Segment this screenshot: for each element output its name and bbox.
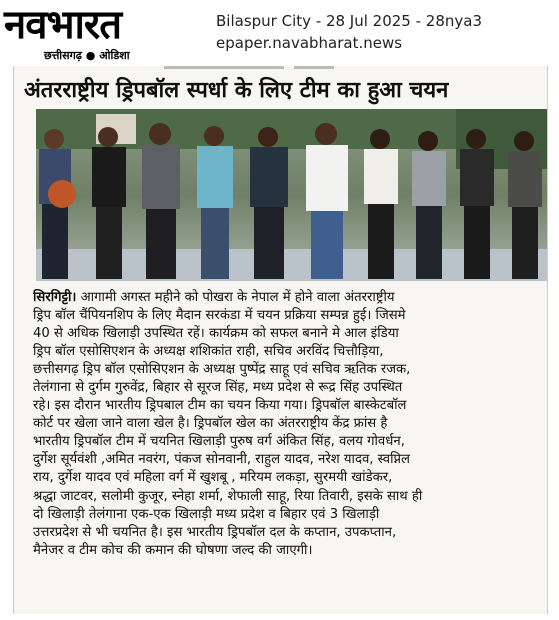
article-headline: अंतरराष्ट्रीय ड्रिपबॉल स्पर्धा के लिए टीम का हुआ चयन xyxy=(24,78,449,103)
edition-date: Bilaspur City - 28 Jul 2025 - 28nya3 xyxy=(216,12,482,30)
article-line-12: श्रद्धा जाटवर, सलोमी कुजूर, स्नेहा शर्मा, शेफाली साहू, रिया तिवारी, इसके साथ ही xyxy=(33,488,423,504)
article-line-5: छत्तीसगढ़ ड्रिप बॉल एसोसिएशन के अध्यक्ष पुष्पेंद्र साहू एवं सचिव ऋतिक रजक, xyxy=(33,362,411,378)
player-4 xyxy=(197,126,233,279)
masthead xyxy=(0,0,559,66)
player-7 xyxy=(364,129,398,279)
cropped-next-article xyxy=(14,606,547,614)
player-10 xyxy=(508,131,542,279)
article-body xyxy=(33,289,545,560)
player-8 xyxy=(412,131,446,279)
article-line-1: आगामी अगस्त महीने को पोखरा के नेपाल में होने वाला अंतरराष्ट्रीय xyxy=(76,290,395,305)
article-line-15: मैनेजर व टीम कोच की कमान की घोषणा जल्द की जाएगी। xyxy=(33,542,313,558)
player-9 xyxy=(460,129,494,279)
team-photo xyxy=(36,109,547,281)
logo-subtitle: छत्तीसगढ़ ● ओडिशा xyxy=(44,49,130,62)
article-line-11: राय, दुर्गेश यादव एवं महिला वर्ग में खुशबू , मरियम लकड़ा, सुरमयी खांडेकर, xyxy=(33,470,393,486)
newspaper-logo xyxy=(4,2,200,64)
player-5 xyxy=(250,127,288,279)
logo-title: नवभारत xyxy=(4,2,122,48)
article-dateline: सिरगिट्टी। xyxy=(33,290,77,305)
player-2 xyxy=(92,127,126,279)
article-line-10: दुर्गेश सूर्यवंशी ,अमित नवरंग, पंकज सोनवानी, राहुल यादव, नरेश यादव, स्वप्निल xyxy=(33,452,411,468)
article-line-3: 40 से अधिक खिलाड़ी उपस्थित रहें। कार्यक्रम को सफल बनाने मे आल इंडिया xyxy=(33,326,399,342)
article-line-2: ड्रिप बॉल चैंपियनशिप के लिए मैदान सरकंडा में चयन प्रक्रिया सम्पन्न हुई। जिसमे xyxy=(33,308,406,324)
cropped-previous-article xyxy=(14,66,547,74)
edition-info xyxy=(216,10,482,54)
article-line-6: तेलंगाना से दुर्गम गुरुवेंद्र, बिहार से सूरज सिंह, मध्य प्रदेश से रूद्र सिंह उपस्थित xyxy=(33,380,403,396)
article-line-4: ड्रिप बॉल एसोसिएशन के अध्यक्ष शशिकांत राही, सचिव अरविंद चित्तौड़िया, xyxy=(33,344,384,360)
article-line-9: भारतीय ड्रिपबॉल टीम में चयनित खिलाड़ी पुरुष वर्ग अंकित सिंह, वलय गोवर्धन, xyxy=(33,434,405,450)
article-line-13: दो खिलाड़ी तेलंगाना एक-एक खिलाड़ी मध्य प्रदेश व बिहार एवं 3 खिलाड़ी xyxy=(33,506,380,522)
article-line-14: उत्तरप्रदेश से भी चयनित है। इस भारतीय ड्रिपबॉल दल के कप्तान, उपकप्तान, xyxy=(33,524,397,540)
player-6 xyxy=(306,123,348,279)
epaper-url[interactable]: epaper.navabharat.news xyxy=(216,34,403,52)
player-3 xyxy=(142,123,180,279)
article-clipping xyxy=(13,66,548,614)
article-line-8: कोर्ट पर खेला जाने वाला खेल है। ड्रिपबॉल खेल का अंतरराष्ट्रीय केंद्र फ्रांस है xyxy=(33,416,388,432)
article-line-7: रहे। इस दौरान भारतीय ड्रिपबाल टीम का चयन किया गया। ड्रिपबॉल बास्केटबॉल xyxy=(33,398,407,414)
